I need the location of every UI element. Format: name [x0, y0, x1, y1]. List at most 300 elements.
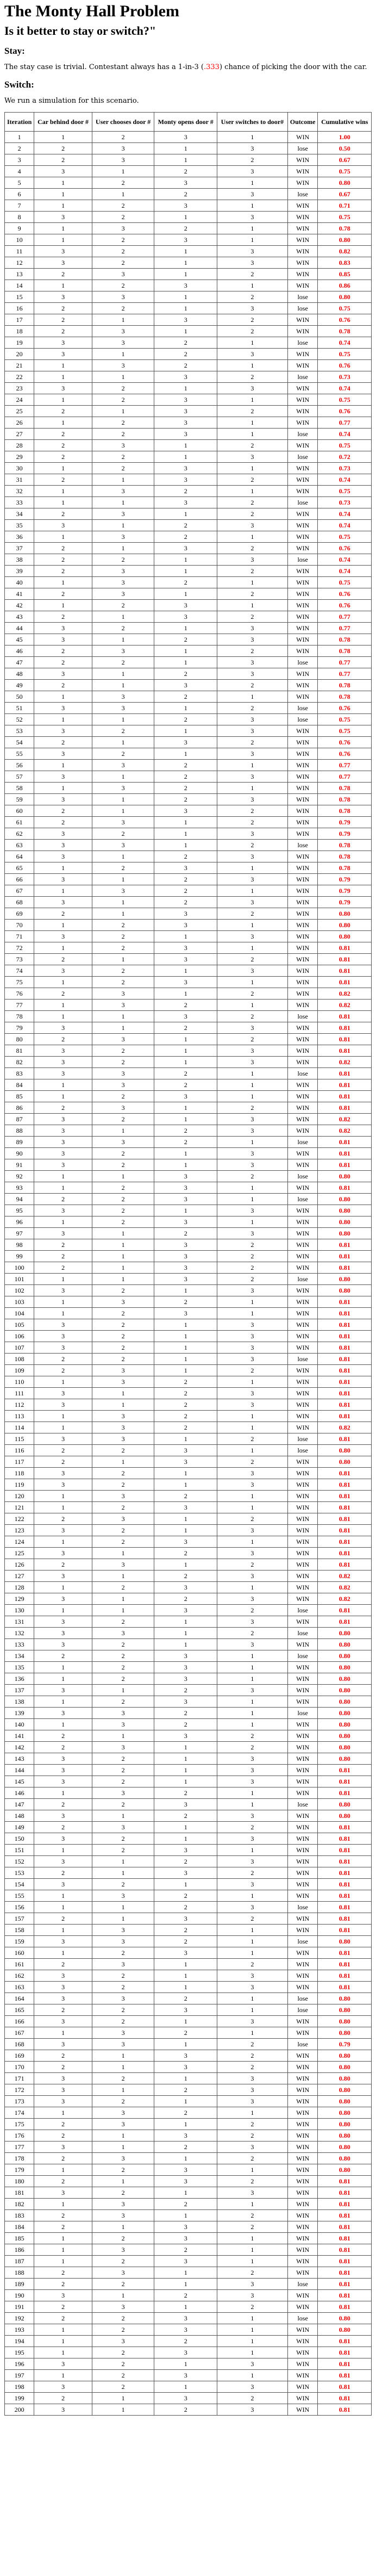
cell-car-door: 1	[34, 1502, 92, 1513]
cell-cumulative-wins: 0.80	[318, 908, 372, 920]
cell-user-choice: 3	[92, 783, 154, 794]
table-row	[5, 1571, 372, 1582]
cell-user-choice: 2	[92, 1342, 154, 1354]
cell-user-choice: 1	[92, 1913, 154, 1925]
cell-monty-opens: 2	[154, 360, 217, 371]
cell-outcome: lose	[287, 703, 318, 714]
cell-monty-opens: 1	[154, 2096, 217, 2107]
cell-outcome: WIN	[287, 2393, 318, 2404]
cell-iteration: 72	[5, 942, 34, 954]
cell-outcome: lose	[287, 371, 318, 383]
cell-monty-opens: 2	[154, 577, 217, 588]
cell-user-switches: 2	[217, 2130, 287, 2142]
cell-outcome: WIN	[287, 1251, 318, 1262]
table-row	[5, 1411, 372, 1422]
cell-user-choice: 3	[92, 885, 154, 897]
table-row	[5, 1022, 372, 1034]
cell-monty-opens: 1	[154, 1365, 217, 1376]
cell-monty-opens: 1	[154, 817, 217, 828]
cell-car-door: 1	[34, 1582, 92, 1593]
cell-monty-opens: 1	[154, 440, 217, 451]
cell-cumulative-wins: 0.81	[318, 1867, 372, 1879]
cell-user-switches: 1	[217, 394, 287, 406]
table-row	[5, 212, 372, 223]
cell-iteration: 196	[5, 2358, 34, 2370]
table-row	[5, 1650, 372, 1662]
table-row	[5, 1057, 372, 1068]
cell-user-switches: 3	[217, 1399, 287, 1411]
cell-outcome: WIN	[287, 2244, 318, 2256]
cell-iteration: 43	[5, 611, 34, 623]
cell-iteration: 5	[5, 177, 34, 189]
cell-iteration: 187	[5, 2256, 34, 2267]
table-row	[5, 2164, 372, 2176]
cell-user-switches: 2	[217, 1102, 287, 1114]
cell-monty-opens: 3	[154, 132, 217, 143]
cell-car-door: 2	[34, 566, 92, 577]
cell-user-choice: 1	[92, 1902, 154, 1913]
cell-user-choice: 2	[92, 1753, 154, 1765]
cell-car-door: 1	[34, 2164, 92, 2176]
table-row	[5, 2039, 372, 2050]
table-row	[5, 588, 372, 600]
cell-iteration: 17	[5, 314, 34, 326]
cell-outcome: WIN	[287, 1536, 318, 1548]
cell-cumulative-wins: 0.81	[318, 2221, 372, 2233]
cell-iteration: 50	[5, 691, 34, 703]
cell-monty-opens: 1	[154, 1513, 217, 1525]
cell-cumulative-wins: 0.71	[318, 200, 372, 212]
cell-cumulative-wins: 0.80	[318, 1742, 372, 1753]
cell-user-choice: 2	[92, 1776, 154, 1787]
cell-iteration: 137	[5, 1685, 34, 1696]
table-row	[5, 1582, 372, 1593]
cell-iteration: 119	[5, 1479, 34, 1491]
cell-cumulative-wins: 0.80	[318, 2004, 372, 2016]
cell-monty-opens: 3	[154, 1308, 217, 1319]
cell-iteration: 38	[5, 554, 34, 566]
cell-iteration: 55	[5, 748, 34, 760]
table-row	[5, 577, 372, 588]
cell-cumulative-wins: 0.81	[318, 1548, 372, 1559]
cell-outcome: lose	[287, 1799, 318, 1810]
cell-car-door: 3	[34, 965, 92, 977]
cell-car-door: 1	[34, 2027, 92, 2039]
cell-outcome: WIN	[287, 623, 318, 634]
cell-user-switches: 3	[217, 1125, 287, 1137]
cell-iteration: 32	[5, 486, 34, 497]
table-row	[5, 1799, 372, 1810]
cell-user-choice: 3	[92, 2301, 154, 2313]
cell-outcome: WIN	[287, 2016, 318, 2027]
cell-user-switches: 3	[217, 1765, 287, 1776]
cell-outcome: WIN	[287, 2050, 318, 2062]
cell-user-choice: 1	[92, 2290, 154, 2301]
table-row	[5, 303, 372, 314]
cell-outcome: WIN	[287, 2062, 318, 2073]
cell-outcome: WIN	[287, 954, 318, 965]
cell-iteration: 127	[5, 1571, 34, 1582]
cell-cumulative-wins: 0.80	[318, 2027, 372, 2039]
cell-user-choice: 3	[92, 1102, 154, 1114]
cell-user-choice: 2	[92, 1502, 154, 1513]
cell-user-choice: 1	[92, 1274, 154, 1285]
cell-iteration: 14	[5, 280, 34, 291]
cell-user-switches: 2	[217, 1730, 287, 1742]
cell-car-door: 1	[34, 1890, 92, 1902]
cell-outcome: WIN	[287, 1045, 318, 1057]
cell-monty-opens: 3	[154, 977, 217, 988]
cell-user-switches: 2	[217, 406, 287, 417]
cell-cumulative-wins: 0.81	[318, 1879, 372, 1890]
cell-user-switches: 3	[217, 931, 287, 942]
cell-user-choice: 2	[92, 748, 154, 760]
table-row	[5, 349, 372, 360]
cell-monty-opens: 2	[154, 1890, 217, 1902]
cell-outcome: WIN	[287, 417, 318, 429]
cell-outcome: lose	[287, 143, 318, 154]
cell-monty-opens: 1	[154, 269, 217, 280]
cell-user-switches: 2	[217, 440, 287, 451]
cell-cumulative-wins: 0.80	[318, 1445, 372, 1456]
cell-car-door: 1	[34, 189, 92, 200]
cell-cumulative-wins: 0.80	[318, 2142, 372, 2153]
cell-iteration: 64	[5, 851, 34, 862]
cell-outcome: WIN	[287, 2153, 318, 2164]
cell-outcome: WIN	[287, 1079, 318, 1091]
cell-outcome: lose	[287, 1068, 318, 1079]
table-row	[5, 1993, 372, 2004]
cell-monty-opens: 3	[154, 1947, 217, 1959]
cell-iteration: 31	[5, 474, 34, 486]
cell-cumulative-wins: 0.76	[318, 588, 372, 600]
cell-iteration: 21	[5, 360, 34, 371]
cell-monty-opens: 1	[154, 1057, 217, 1068]
table-row	[5, 291, 372, 303]
cell-car-door: 3	[34, 1685, 92, 1696]
cell-user-choice: 3	[92, 2336, 154, 2347]
cell-cumulative-wins: 0.78	[318, 634, 372, 645]
cell-iteration: 141	[5, 1730, 34, 1742]
cell-outcome: WIN	[287, 2199, 318, 2210]
cell-user-switches: 2	[217, 2210, 287, 2221]
cell-car-door: 3	[34, 623, 92, 634]
cell-cumulative-wins: 0.81	[318, 1856, 372, 1867]
cell-outcome: WIN	[287, 1730, 318, 1742]
cell-monty-opens: 1	[154, 657, 217, 668]
cell-cumulative-wins: 0.81	[318, 2393, 372, 2404]
cell-cumulative-wins: 0.81	[318, 1822, 372, 1833]
table-row	[5, 326, 372, 337]
cell-cumulative-wins: 0.67	[318, 154, 372, 166]
cell-car-door: 1	[34, 200, 92, 212]
cell-car-door: 2	[34, 143, 92, 154]
cell-iteration: 153	[5, 1867, 34, 1879]
table-row	[5, 520, 372, 531]
table-row	[5, 1936, 372, 1947]
cell-user-switches: 3	[217, 2084, 287, 2096]
cell-outcome: lose	[287, 1137, 318, 1148]
cell-iteration: 182	[5, 2199, 34, 2210]
cell-user-switches: 3	[217, 1057, 287, 1068]
table-row	[5, 2210, 372, 2221]
cell-user-choice: 1	[92, 771, 154, 783]
cell-user-switches: 3	[217, 1319, 287, 1331]
cell-user-choice: 1	[92, 2062, 154, 2073]
cell-user-choice: 1	[92, 737, 154, 748]
cell-outcome: lose	[287, 1445, 318, 1456]
cell-monty-opens: 3	[154, 1662, 217, 1673]
cell-user-choice: 2	[92, 1616, 154, 1628]
table-row	[5, 1525, 372, 1536]
cell-cumulative-wins: 0.81	[318, 1959, 372, 1970]
cell-outcome: WIN	[287, 645, 318, 657]
cell-monty-opens: 3	[154, 2062, 217, 2073]
cell-car-door: 3	[34, 840, 92, 851]
cell-cumulative-wins: 0.75	[318, 714, 372, 725]
cell-user-choice: 3	[92, 2267, 154, 2279]
cell-user-switches: 1	[217, 2370, 287, 2381]
column-header-user-switches: User switches to door#	[217, 113, 287, 132]
cell-car-door: 1	[34, 2107, 92, 2119]
cell-iteration: 53	[5, 725, 34, 737]
cell-user-switches: 1	[217, 1216, 287, 1228]
table-row	[5, 2142, 372, 2153]
cell-iteration: 71	[5, 931, 34, 942]
table-row	[5, 977, 372, 988]
cell-car-door: 2	[34, 474, 92, 486]
cell-outcome: WIN	[287, 1970, 318, 1982]
cell-outcome: WIN	[287, 1376, 318, 1388]
cell-user-choice: 2	[92, 1091, 154, 1102]
cell-cumulative-wins: 0.80	[318, 1216, 372, 1228]
table-row	[5, 1673, 372, 1685]
cell-user-choice: 2	[92, 257, 154, 269]
cell-iteration: 84	[5, 1079, 34, 1091]
cell-iteration: 167	[5, 2027, 34, 2039]
cell-car-door: 2	[34, 954, 92, 965]
cell-car-door: 3	[34, 291, 92, 303]
cell-cumulative-wins: 0.81	[318, 2256, 372, 2267]
cell-cumulative-wins: 0.82	[318, 1125, 372, 1137]
cell-outcome: WIN	[287, 1616, 318, 1628]
cell-iteration: 103	[5, 1296, 34, 1308]
cell-user-switches: 3	[217, 828, 287, 840]
cell-cumulative-wins: 0.81	[318, 954, 372, 965]
cell-iteration: 66	[5, 874, 34, 885]
cell-user-switches: 1	[217, 2164, 287, 2176]
cell-user-choice: 1	[92, 189, 154, 200]
cell-outcome: WIN	[287, 1719, 318, 1730]
cell-iteration: 134	[5, 1650, 34, 1662]
cell-cumulative-wins: 0.80	[318, 931, 372, 942]
cell-monty-opens: 3	[154, 1730, 217, 1742]
cell-monty-opens: 2	[154, 1936, 217, 1947]
cell-iteration: 197	[5, 2370, 34, 2381]
table-row	[5, 1662, 372, 1673]
cell-car-door: 3	[34, 1022, 92, 1034]
cell-user-switches: 2	[217, 1628, 287, 1639]
cell-cumulative-wins: 0.81	[318, 1022, 372, 1034]
cell-monty-opens: 1	[154, 1319, 217, 1331]
cell-monty-opens: 3	[154, 1251, 217, 1262]
table-row	[5, 817, 372, 828]
table-row	[5, 1045, 372, 1057]
cell-iteration: 188	[5, 2267, 34, 2279]
cell-user-switches: 2	[217, 1251, 287, 1262]
cell-car-door: 3	[34, 874, 92, 885]
cell-user-switches: 1	[217, 2347, 287, 2358]
cell-iteration: 25	[5, 406, 34, 417]
cell-monty-opens: 1	[154, 2016, 217, 2027]
cell-iteration: 144	[5, 1765, 34, 1776]
cell-car-door: 3	[34, 634, 92, 645]
table-row	[5, 988, 372, 1000]
cell-user-choice: 2	[92, 1536, 154, 1548]
cell-car-door: 1	[34, 223, 92, 234]
cell-cumulative-wins: 0.80	[318, 1719, 372, 1730]
cell-user-choice: 2	[92, 1765, 154, 1776]
cell-cumulative-wins: 0.81	[318, 1102, 372, 1114]
cell-cumulative-wins: 0.81	[318, 1079, 372, 1091]
cell-outcome: WIN	[287, 1239, 318, 1251]
cell-monty-opens: 2	[154, 2199, 217, 2210]
cell-monty-opens: 2	[154, 1993, 217, 2004]
cell-car-door: 2	[34, 657, 92, 668]
cell-user-choice: 1	[92, 1456, 154, 1468]
table-row	[5, 657, 372, 668]
cell-iteration: 24	[5, 394, 34, 406]
cell-outcome: WIN	[287, 1890, 318, 1902]
cell-user-switches: 3	[217, 668, 287, 680]
table-row	[5, 908, 372, 920]
cell-user-switches: 3	[217, 1753, 287, 1765]
cell-iteration: 52	[5, 714, 34, 725]
cell-user-switches: 2	[217, 2062, 287, 2073]
table-row	[5, 760, 372, 771]
cell-user-switches: 1	[217, 2199, 287, 2210]
cell-monty-opens: 3	[154, 1239, 217, 1251]
cell-user-choice: 2	[92, 200, 154, 212]
cell-cumulative-wins: 0.74	[318, 554, 372, 566]
cell-car-door: 3	[34, 2381, 92, 2393]
cell-monty-opens: 1	[154, 988, 217, 1000]
cell-user-choice: 3	[92, 508, 154, 520]
cell-iteration: 122	[5, 1513, 34, 1525]
cell-car-door: 3	[34, 2404, 92, 2416]
cell-outcome: WIN	[287, 1319, 318, 1331]
cell-iteration: 180	[5, 2176, 34, 2187]
cell-car-door: 3	[34, 2290, 92, 2301]
cell-monty-opens: 3	[154, 2221, 217, 2233]
cell-car-door: 2	[34, 269, 92, 280]
cell-cumulative-wins: 0.78	[318, 680, 372, 691]
cell-iteration: 171	[5, 2073, 34, 2084]
cell-monty-opens: 2	[154, 1787, 217, 1799]
cell-outcome: WIN	[287, 1685, 318, 1696]
table-row	[5, 1114, 372, 1125]
cell-iteration: 161	[5, 1959, 34, 1970]
cell-monty-opens: 2	[154, 897, 217, 908]
cell-user-choice: 1	[92, 714, 154, 725]
cell-user-switches: 3	[217, 1045, 287, 1057]
cell-user-choice: 1	[92, 1171, 154, 1182]
cell-iteration: 36	[5, 531, 34, 543]
cell-user-switches: 3	[217, 1331, 287, 1342]
cell-outcome: WIN	[287, 748, 318, 760]
table-row	[5, 874, 372, 885]
cell-iteration: 186	[5, 2244, 34, 2256]
table-row	[5, 1605, 372, 1616]
cell-user-switches: 3	[217, 1228, 287, 1239]
cell-monty-opens: 1	[154, 212, 217, 223]
table-row	[5, 1959, 372, 1970]
table-row	[5, 1628, 372, 1639]
cell-monty-opens: 1	[154, 2187, 217, 2199]
cell-monty-opens: 1	[154, 1776, 217, 1787]
cell-outcome: WIN	[287, 463, 318, 474]
cell-iteration: 130	[5, 1605, 34, 1616]
cell-outcome: WIN	[287, 440, 318, 451]
cell-monty-opens: 3	[154, 680, 217, 691]
cell-car-door: 1	[34, 1182, 92, 1194]
cell-user-choice: 1	[92, 1548, 154, 1559]
cell-cumulative-wins: 0.81	[318, 1970, 372, 1982]
cell-user-switches: 1	[217, 2313, 287, 2324]
cell-car-door: 3	[34, 1159, 92, 1171]
cell-cumulative-wins: 0.82	[318, 1582, 372, 1593]
table-row	[5, 2244, 372, 2256]
cell-user-choice: 3	[92, 691, 154, 703]
cell-user-choice: 2	[92, 1194, 154, 1205]
cell-cumulative-wins: 0.81	[318, 2199, 372, 2210]
cell-cumulative-wins: 0.80	[318, 2073, 372, 2084]
cell-user-choice: 2	[92, 2004, 154, 2016]
cell-outcome: WIN	[287, 520, 318, 531]
cell-outcome: WIN	[287, 862, 318, 874]
table-row	[5, 1262, 372, 1274]
cell-user-choice: 1	[92, 634, 154, 645]
cell-user-switches: 2	[217, 154, 287, 166]
cell-cumulative-wins: 0.81	[318, 1776, 372, 1787]
cell-iteration: 185	[5, 2233, 34, 2244]
cell-user-choice: 3	[92, 1993, 154, 2004]
cell-monty-opens: 3	[154, 862, 217, 874]
cell-cumulative-wins: 0.81	[318, 1947, 372, 1959]
cell-monty-opens: 3	[154, 2176, 217, 2187]
cell-monty-opens: 3	[154, 2393, 217, 2404]
cell-user-switches: 2	[217, 1274, 287, 1285]
table-row	[5, 451, 372, 463]
cell-car-door: 3	[34, 1810, 92, 1822]
cell-user-choice: 2	[92, 1833, 154, 1845]
table-row	[5, 600, 372, 611]
cell-cumulative-wins: 0.81	[318, 2176, 372, 2187]
cell-user-switches: 3	[217, 212, 287, 223]
cell-iteration: 67	[5, 885, 34, 897]
cell-monty-opens: 3	[154, 908, 217, 920]
cell-outcome: WIN	[287, 1867, 318, 1879]
cell-outcome: WIN	[287, 1959, 318, 1970]
cell-user-switches: 2	[217, 1867, 287, 1879]
cell-outcome: WIN	[287, 794, 318, 805]
cell-outcome: lose	[287, 189, 318, 200]
cell-cumulative-wins: 0.80	[318, 1708, 372, 1719]
cell-outcome: WIN	[287, 1765, 318, 1776]
cell-monty-opens: 1	[154, 257, 217, 269]
cell-cumulative-wins: 0.76	[318, 360, 372, 371]
cell-user-switches: 3	[217, 2381, 287, 2393]
